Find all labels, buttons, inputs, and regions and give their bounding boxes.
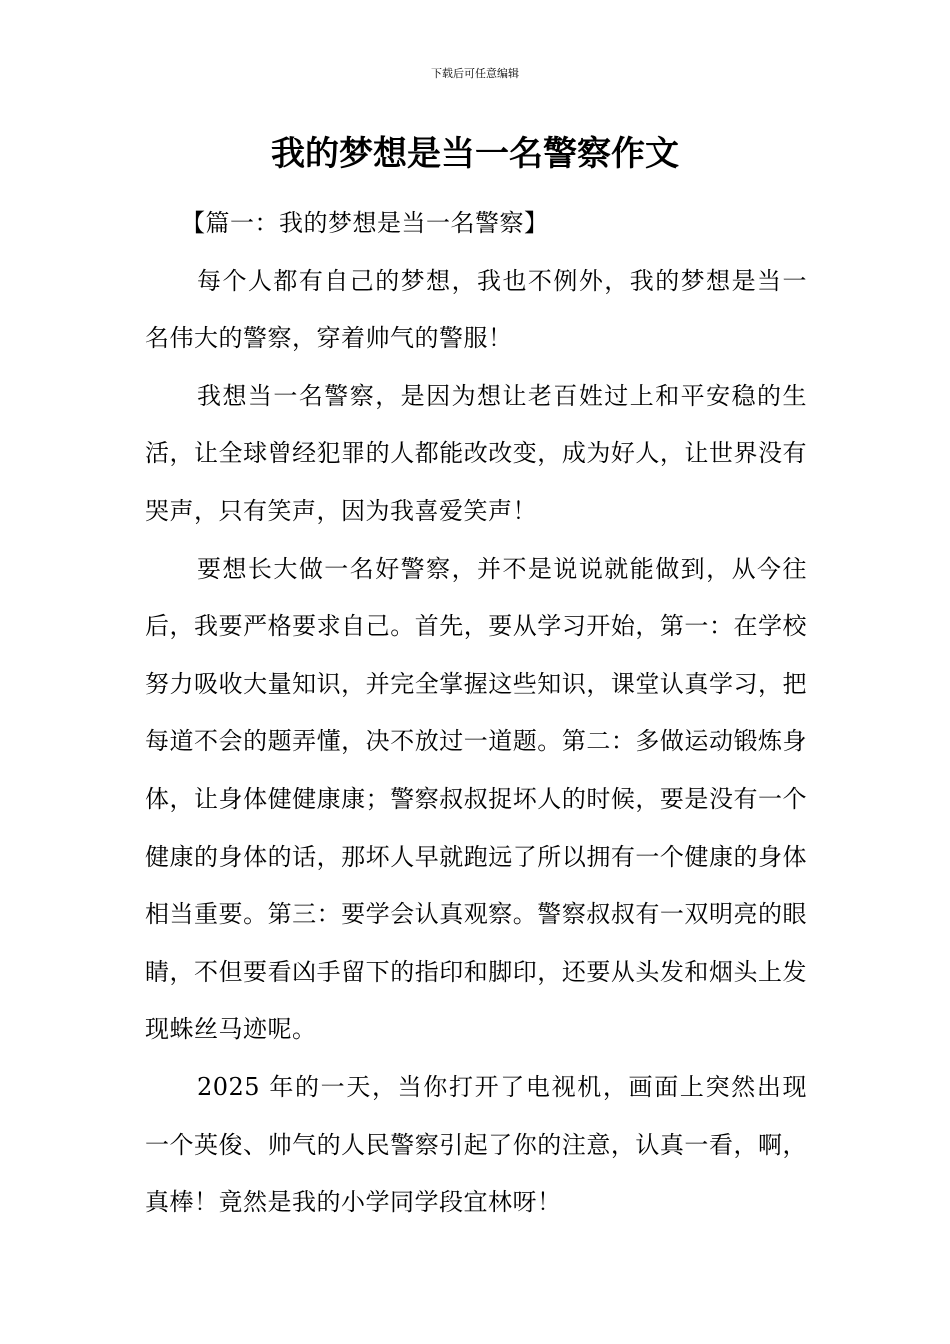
paragraph: 2025 年的一天，当你打开了电视机，画面上突然出现一个英俊、帅气的人民警察引起了你的注意，认真一看，啊，真棒！竟然是我的小学同学段宜林呀！ xyxy=(145,1072,807,1217)
paragraph: 每个人都有自己的梦想，我也不例外，我的梦想是当一名伟大的警察，穿着帅气的警服！ xyxy=(145,266,807,353)
document-title: 我的梦想是当一名警察作文 xyxy=(271,134,679,174)
paragraph: 要想长大做一名好警察，并不是说说就能做到，从今往后，我要严格要求自己。首先，要从学习开始，第一：在学校努力吸收大量知识，并完全掌握这些知识，课堂认真学习，把每道不会的题弄懂，决不放过一道题。第二：多做运动锻炼身体，让身体健健康康；警察叔叔捉坏人的时候，要是没有一个健康的身体的话，那坏人早就跑远了所以拥有一个健康的身体相当重要。第三：要学会认真观察。警察叔叔有一双明亮的眼睛，不但要看凶手留下的指印和脚印，还要从头发和烟头上发现蛛丝马迹呢。 xyxy=(145,554,807,1044)
page-header-note: 下载后可任意编辑 xyxy=(431,67,519,80)
section-heading: 【篇一：我的梦想是当一名警察】 xyxy=(181,209,549,237)
paragraph: 我想当一名警察，是因为想让老百姓过上和平安稳的生活，让全球曾经犯罪的人都能改改变，成为好人，让世界没有哭声，只有笑声，因为我喜爱笑声！ xyxy=(145,381,807,525)
document-body xyxy=(145,195,807,1232)
